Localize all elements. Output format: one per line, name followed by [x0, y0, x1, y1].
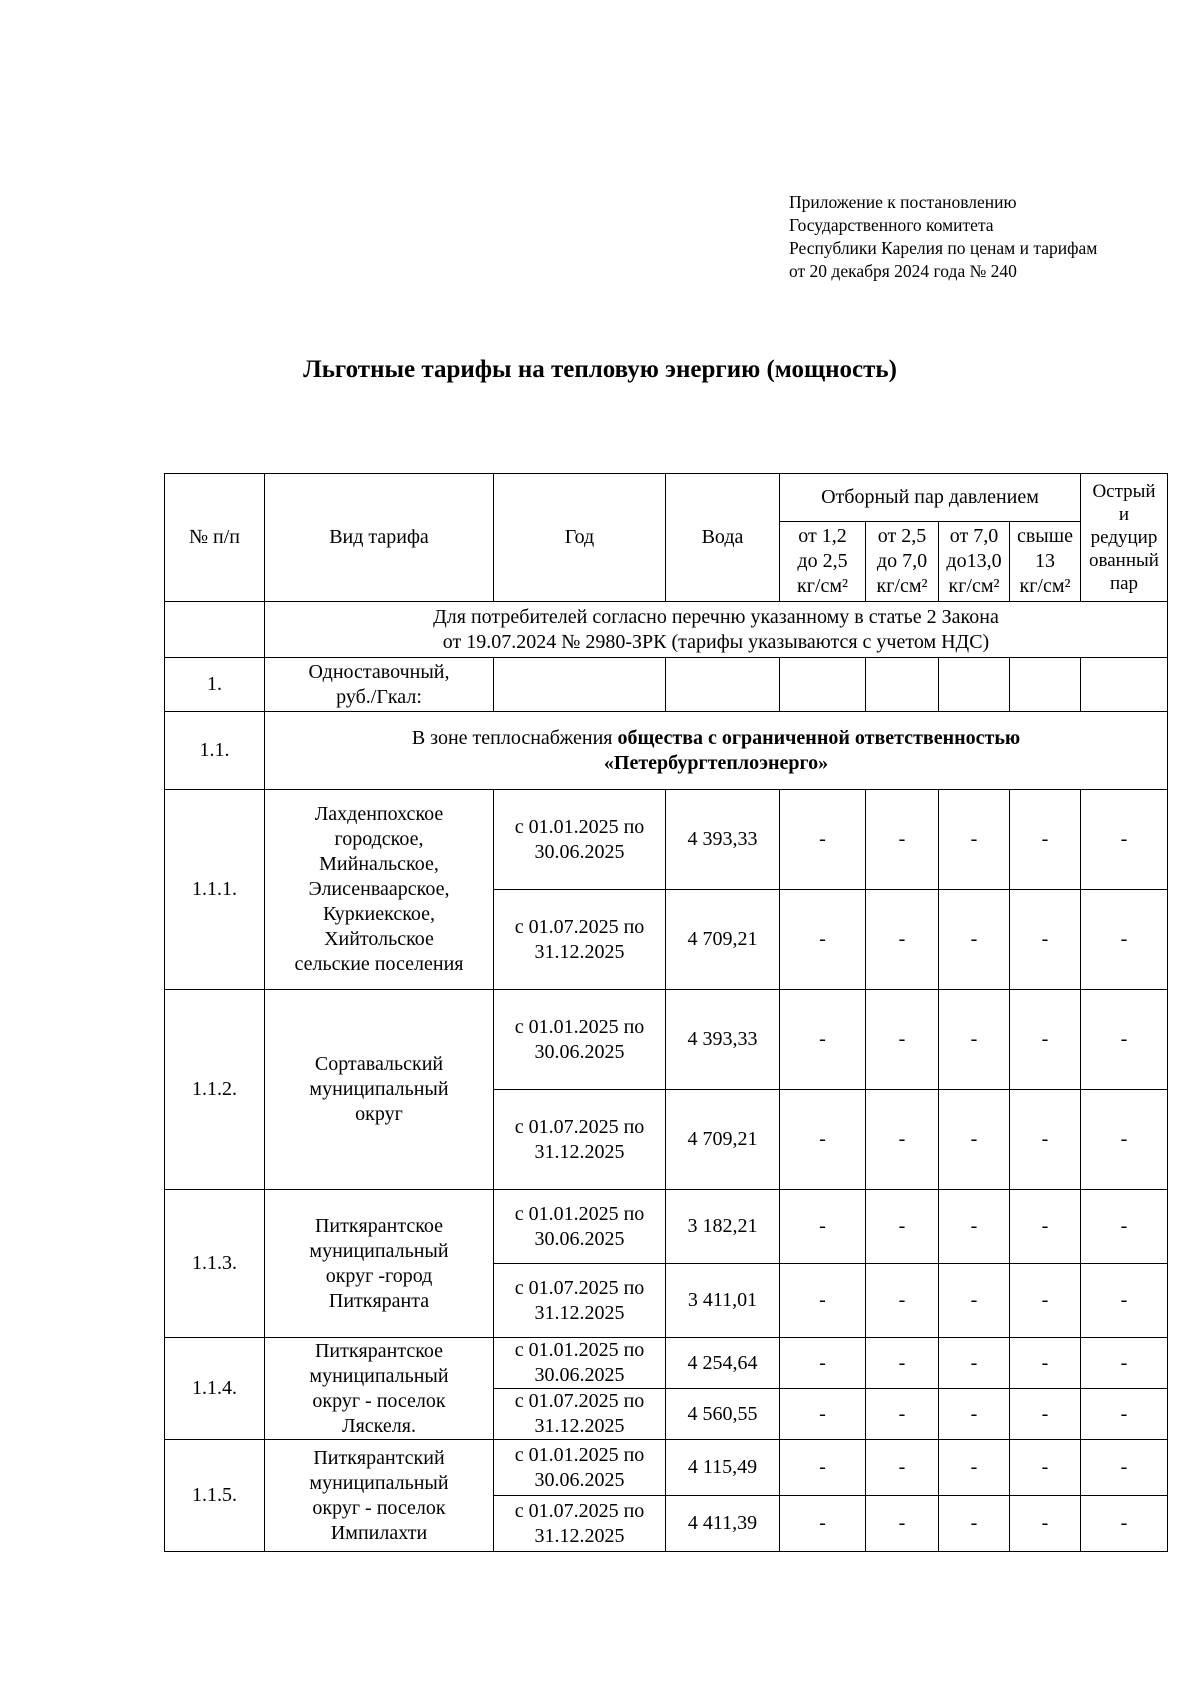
steam-tariff: -	[866, 1338, 939, 1389]
steam-tariff: -	[1081, 1090, 1168, 1190]
steam-tariff: -	[939, 1338, 1010, 1389]
group-label: Лахденпохское городское, Мийнальское, Элисенваарское, Куркиекское, Хийтольское сельские поселения	[265, 790, 494, 990]
steam-tariff: -	[1010, 790, 1081, 890]
steam-tariff: -	[1010, 1496, 1081, 1552]
water-tariff: 4 115,49	[666, 1440, 780, 1496]
steam-tariff: -	[780, 1090, 866, 1190]
tariff-row	[165, 1440, 1168, 1496]
steam-tariff: -	[939, 890, 1010, 990]
tariff-row	[165, 1190, 1168, 1264]
group-num: 1.1.3.	[165, 1190, 265, 1338]
period-cell: с 01.07.2025 по 31.12.2025	[494, 1264, 666, 1338]
tariff-table	[164, 473, 1168, 1552]
section-num: 1.	[165, 658, 265, 712]
empty-cell	[494, 658, 666, 712]
steam-tariff: -	[1081, 1440, 1168, 1496]
steam-tariff: -	[1010, 1389, 1081, 1440]
group-label: Питкярантское муниципальный округ -город Питкяранта	[265, 1190, 494, 1338]
consumers-note: Для потребителей согласно перечню указанному в статье 2 Закона от 19.07.2024 № 2980-ЗРК (тарифы указываются с учетом НДС)	[265, 602, 1168, 658]
steam-tariff: -	[939, 1496, 1010, 1552]
steam-tariff: -	[1081, 1389, 1168, 1440]
zone-num: 1.1.	[165, 712, 265, 790]
steam-tariff: -	[780, 890, 866, 990]
steam-tariff: -	[1081, 790, 1168, 890]
header-pressure-2: от 2,5 до 7,0 кг/см²	[866, 522, 939, 602]
steam-tariff: -	[780, 790, 866, 890]
steam-tariff: -	[866, 990, 939, 1090]
steam-tariff: -	[780, 1389, 866, 1440]
header-pressure-1: от 1,2 до 2,5 кг/см²	[780, 522, 866, 602]
empty-cell	[780, 658, 866, 712]
header-num: № п/п	[165, 474, 265, 602]
group-num: 1.1.5.	[165, 1440, 265, 1552]
section-label: Одноставочный, руб./Гкал:	[265, 658, 494, 712]
period-cell: с 01.07.2025 по 31.12.2025	[494, 1090, 666, 1190]
steam-tariff: -	[1081, 1264, 1168, 1338]
header-year: Год	[494, 474, 666, 602]
zone-label: В зоне теплоснабжения общества с ограниченной ответственностью «Петербургтеплоэнерго»	[265, 712, 1168, 790]
header-pressure-4: свыше 13 кг/см²	[1010, 522, 1081, 602]
empty-cell	[939, 658, 1010, 712]
steam-tariff: -	[866, 1190, 939, 1264]
steam-tariff: -	[866, 1496, 939, 1552]
steam-tariff: -	[939, 990, 1010, 1090]
steam-tariff: -	[866, 790, 939, 890]
steam-tariff: -	[780, 1496, 866, 1552]
empty-cell	[1010, 658, 1081, 712]
steam-tariff: -	[1010, 990, 1081, 1090]
group-num: 1.1.1.	[165, 790, 265, 990]
period-cell: с 01.01.2025 по 30.06.2025	[494, 1338, 666, 1389]
group-label: Сортавальский муниципальный округ	[265, 990, 494, 1190]
steam-tariff: -	[1010, 1440, 1081, 1496]
header-water: Вода	[666, 474, 780, 602]
period-cell: с 01.01.2025 по 30.06.2025	[494, 1440, 666, 1496]
steam-tariff: -	[780, 1440, 866, 1496]
period-cell: с 01.07.2025 по 31.12.2025	[494, 890, 666, 990]
steam-tariff: -	[866, 1389, 939, 1440]
consumers-num-cell	[165, 602, 265, 658]
period-cell: с 01.01.2025 по 30.06.2025	[494, 1190, 666, 1264]
document-title: Льготные тарифы на тепловую энергию (мощность)	[303, 356, 897, 383]
steam-tariff: -	[866, 1264, 939, 1338]
steam-tariff: -	[866, 1090, 939, 1190]
steam-tariff: -	[1010, 1338, 1081, 1389]
steam-tariff: -	[780, 1338, 866, 1389]
steam-tariff: -	[1081, 1190, 1168, 1264]
steam-tariff: -	[780, 1264, 866, 1338]
steam-tariff: -	[939, 1190, 1010, 1264]
tariff-row	[165, 990, 1168, 1090]
empty-cell	[1081, 658, 1168, 712]
water-tariff: 4 709,21	[666, 1090, 780, 1190]
header-steam-group: Отборный пар давлением	[780, 474, 1081, 522]
water-tariff: 4 709,21	[666, 890, 780, 990]
steam-tariff: -	[1081, 1338, 1168, 1389]
steam-tariff: -	[939, 1264, 1010, 1338]
appendix-line: Республики Карелия по ценам и тарифам	[789, 238, 1098, 258]
steam-tariff: -	[866, 890, 939, 990]
steam-tariff: -	[866, 1440, 939, 1496]
water-tariff: 4 560,55	[666, 1389, 780, 1440]
header-type: Вид тарифа	[265, 474, 494, 602]
steam-tariff: -	[1010, 890, 1081, 990]
appendix-header	[789, 191, 1097, 283]
water-tariff: 4 254,64	[666, 1338, 780, 1389]
group-num: 1.1.4.	[165, 1338, 265, 1440]
period-cell: с 01.07.2025 по 31.12.2025	[494, 1496, 666, 1552]
group-num: 1.1.2.	[165, 990, 265, 1190]
appendix-line: от 20 декабря 2024 года № 240	[789, 261, 1017, 281]
header-pressure-3: от 7,0 до13,0 кг/см²	[939, 522, 1010, 602]
steam-tariff: -	[939, 1389, 1010, 1440]
tariff-row	[165, 1338, 1168, 1389]
period-cell: с 01.01.2025 по 30.06.2025	[494, 990, 666, 1090]
appendix-line: Приложение к постановлению	[789, 192, 1017, 212]
empty-cell	[666, 658, 780, 712]
empty-cell	[866, 658, 939, 712]
steam-tariff: -	[1081, 1496, 1168, 1552]
header-sharp-steam: Острый и редуцир ованный пар	[1081, 474, 1168, 602]
period-cell: с 01.07.2025 по 31.12.2025	[494, 1389, 666, 1440]
period-cell: с 01.01.2025 по 30.06.2025	[494, 790, 666, 890]
steam-tariff: -	[1081, 890, 1168, 990]
steam-tariff: -	[1010, 1090, 1081, 1190]
steam-tariff: -	[780, 990, 866, 1090]
steam-tariff: -	[1010, 1190, 1081, 1264]
water-tariff: 3 182,21	[666, 1190, 780, 1264]
group-label: Питкярантское муниципальный округ - поселок Ляскеля.	[265, 1338, 494, 1440]
steam-tariff: -	[939, 1440, 1010, 1496]
water-tariff: 3 411,01	[666, 1264, 780, 1338]
steam-tariff: -	[1081, 990, 1168, 1090]
tariff-row	[165, 790, 1168, 890]
group-label: Питкярантский муниципальный округ - поселок Импилахти	[265, 1440, 494, 1552]
water-tariff: 4 411,39	[666, 1496, 780, 1552]
steam-tariff: -	[939, 790, 1010, 890]
water-tariff: 4 393,33	[666, 790, 780, 890]
steam-tariff: -	[1010, 1264, 1081, 1338]
appendix-line: Государственного комитета	[789, 215, 994, 235]
water-tariff: 4 393,33	[666, 990, 780, 1090]
steam-tariff: -	[780, 1190, 866, 1264]
steam-tariff: -	[939, 1090, 1010, 1190]
